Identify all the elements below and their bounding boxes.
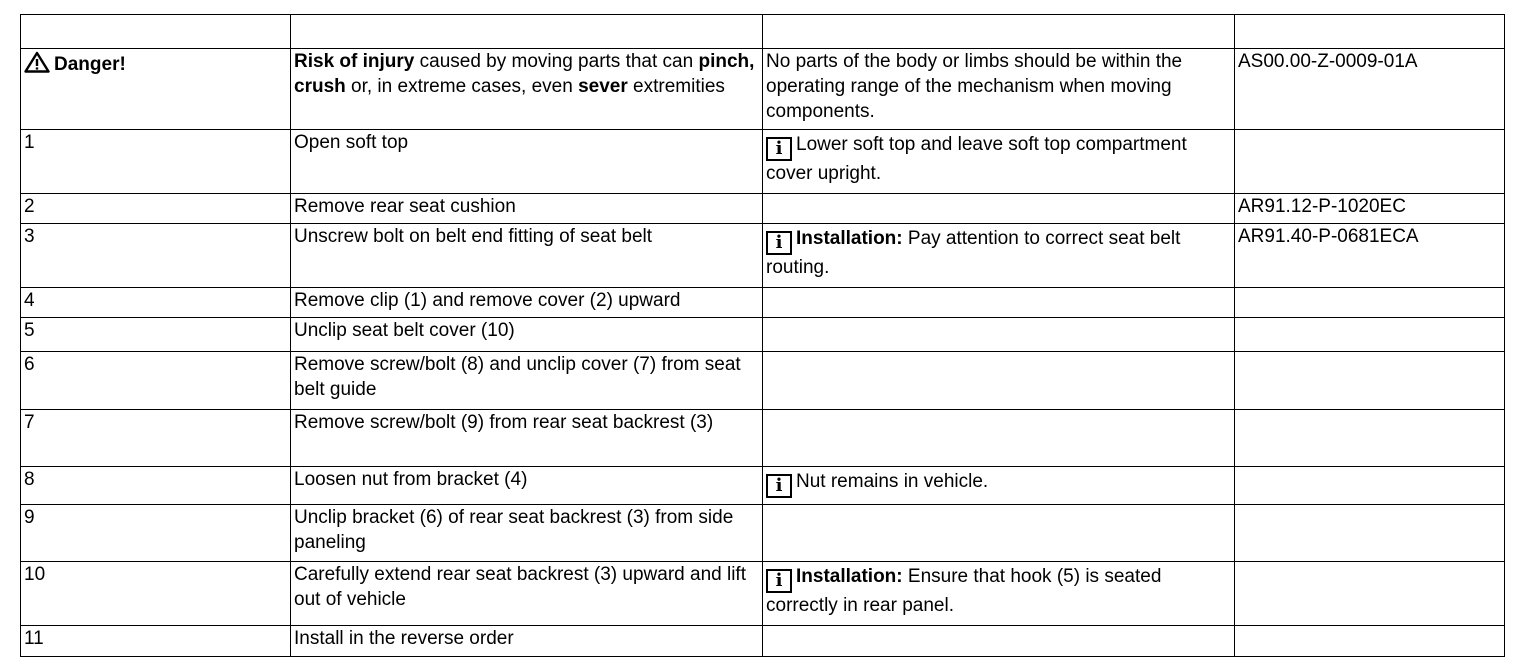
danger-measure-cell: No parts of the body or limbs should be within the operating range of the mechanism when moving components. xyxy=(763,49,1235,130)
step-note xyxy=(763,130,1235,194)
risk-text: extremities xyxy=(627,76,725,97)
table-row xyxy=(21,467,1505,505)
step-note xyxy=(763,352,1235,410)
step-number: 6 xyxy=(21,352,291,410)
table-row xyxy=(21,318,1505,352)
risk-bold: sever xyxy=(578,76,628,97)
step-action: Carefully extend rear seat backrest (3) upward and lift out of vehicle xyxy=(291,562,763,626)
step-reference: AR91.40-P-0681ECA xyxy=(1235,224,1505,288)
procedure-table xyxy=(20,14,1505,657)
table-header-row xyxy=(21,15,1505,49)
step-number: 11 xyxy=(21,626,291,657)
step-reference xyxy=(1235,410,1505,467)
step-number: 4 xyxy=(21,288,291,318)
step-number: 5 xyxy=(21,318,291,352)
step-action: Remove screw/bolt (9) from rear seat backrest (3) xyxy=(291,410,763,467)
note-text: Pay attention to correct seat belt routing. xyxy=(766,228,1181,278)
header-cell xyxy=(763,15,1235,49)
step-reference xyxy=(1235,352,1505,410)
step-note xyxy=(763,626,1235,657)
danger-label-cell xyxy=(21,49,291,130)
step-note xyxy=(763,318,1235,352)
info-icon: i xyxy=(766,474,792,498)
note-bold: Installation: xyxy=(796,228,903,249)
header-cell xyxy=(1235,15,1505,49)
note-text: Ensure that hook (5) is seated correctly in rear panel. xyxy=(766,566,1162,616)
step-note xyxy=(763,194,1235,224)
step-reference xyxy=(1235,130,1505,194)
risk-text: or, in extreme cases, even xyxy=(345,76,579,97)
step-action: Remove screw/bolt (8) and unclip cover (7) from seat belt guide xyxy=(291,352,763,410)
header-cell xyxy=(291,15,763,49)
info-icon: i xyxy=(766,137,792,161)
step-reference xyxy=(1235,318,1505,352)
step-note xyxy=(763,562,1235,626)
step-number: 2 xyxy=(21,194,291,224)
step-action: Remove rear seat cushion xyxy=(291,194,763,224)
header-cell xyxy=(21,15,291,49)
step-note xyxy=(763,224,1235,288)
step-action: Loosen nut from bracket (4) xyxy=(291,467,763,505)
step-action: Open soft top xyxy=(291,130,763,194)
risk-text: caused by moving parts that can xyxy=(414,51,699,72)
danger-reference-cell: AS00.00-Z-0009-01A xyxy=(1235,49,1505,130)
table-row xyxy=(21,288,1505,318)
note-bold: Installation: xyxy=(796,566,903,587)
risk-title: Risk of injury xyxy=(294,51,415,72)
table-row xyxy=(21,194,1505,224)
table-row xyxy=(21,562,1505,626)
table-row xyxy=(21,224,1505,288)
warning-triangle-icon xyxy=(24,51,50,80)
step-note xyxy=(763,288,1235,318)
step-reference xyxy=(1235,626,1505,657)
step-number: 1 xyxy=(21,130,291,194)
info-icon: i xyxy=(766,569,792,593)
table-row xyxy=(21,505,1505,562)
step-action: Unscrew bolt on belt end fitting of seat belt xyxy=(291,224,763,288)
step-action: Remove clip (1) and remove cover (2) upward xyxy=(291,288,763,318)
risk-bold: pinch, crush xyxy=(294,51,755,97)
danger-label: Danger! xyxy=(54,54,126,75)
danger-row xyxy=(21,49,1505,130)
step-reference xyxy=(1235,288,1505,318)
step-note xyxy=(763,505,1235,562)
step-number: 7 xyxy=(21,410,291,467)
step-reference xyxy=(1235,467,1505,505)
step-action: Install in the reverse order xyxy=(291,626,763,657)
table-row xyxy=(21,352,1505,410)
step-number: 3 xyxy=(21,224,291,288)
step-number: 10 xyxy=(21,562,291,626)
note-text: Nut remains in vehicle. xyxy=(796,471,989,492)
table-row xyxy=(21,626,1505,657)
step-note xyxy=(763,410,1235,467)
step-number: 8 xyxy=(21,467,291,505)
step-number: 9 xyxy=(21,505,291,562)
table-row xyxy=(21,130,1505,194)
table-row xyxy=(21,410,1505,467)
note-text: Lower soft top and leave soft top compartment cover upright. xyxy=(766,134,1187,184)
info-icon: i xyxy=(766,231,792,255)
step-action: Unclip bracket (6) of rear seat backrest (3) from side paneling xyxy=(291,505,763,562)
step-reference xyxy=(1235,562,1505,626)
step-action: Unclip seat belt cover (10) xyxy=(291,318,763,352)
step-reference: AR91.12-P-1020EC xyxy=(1235,194,1505,224)
danger-risk-cell xyxy=(291,49,763,130)
step-reference xyxy=(1235,505,1505,562)
step-note xyxy=(763,467,1235,505)
